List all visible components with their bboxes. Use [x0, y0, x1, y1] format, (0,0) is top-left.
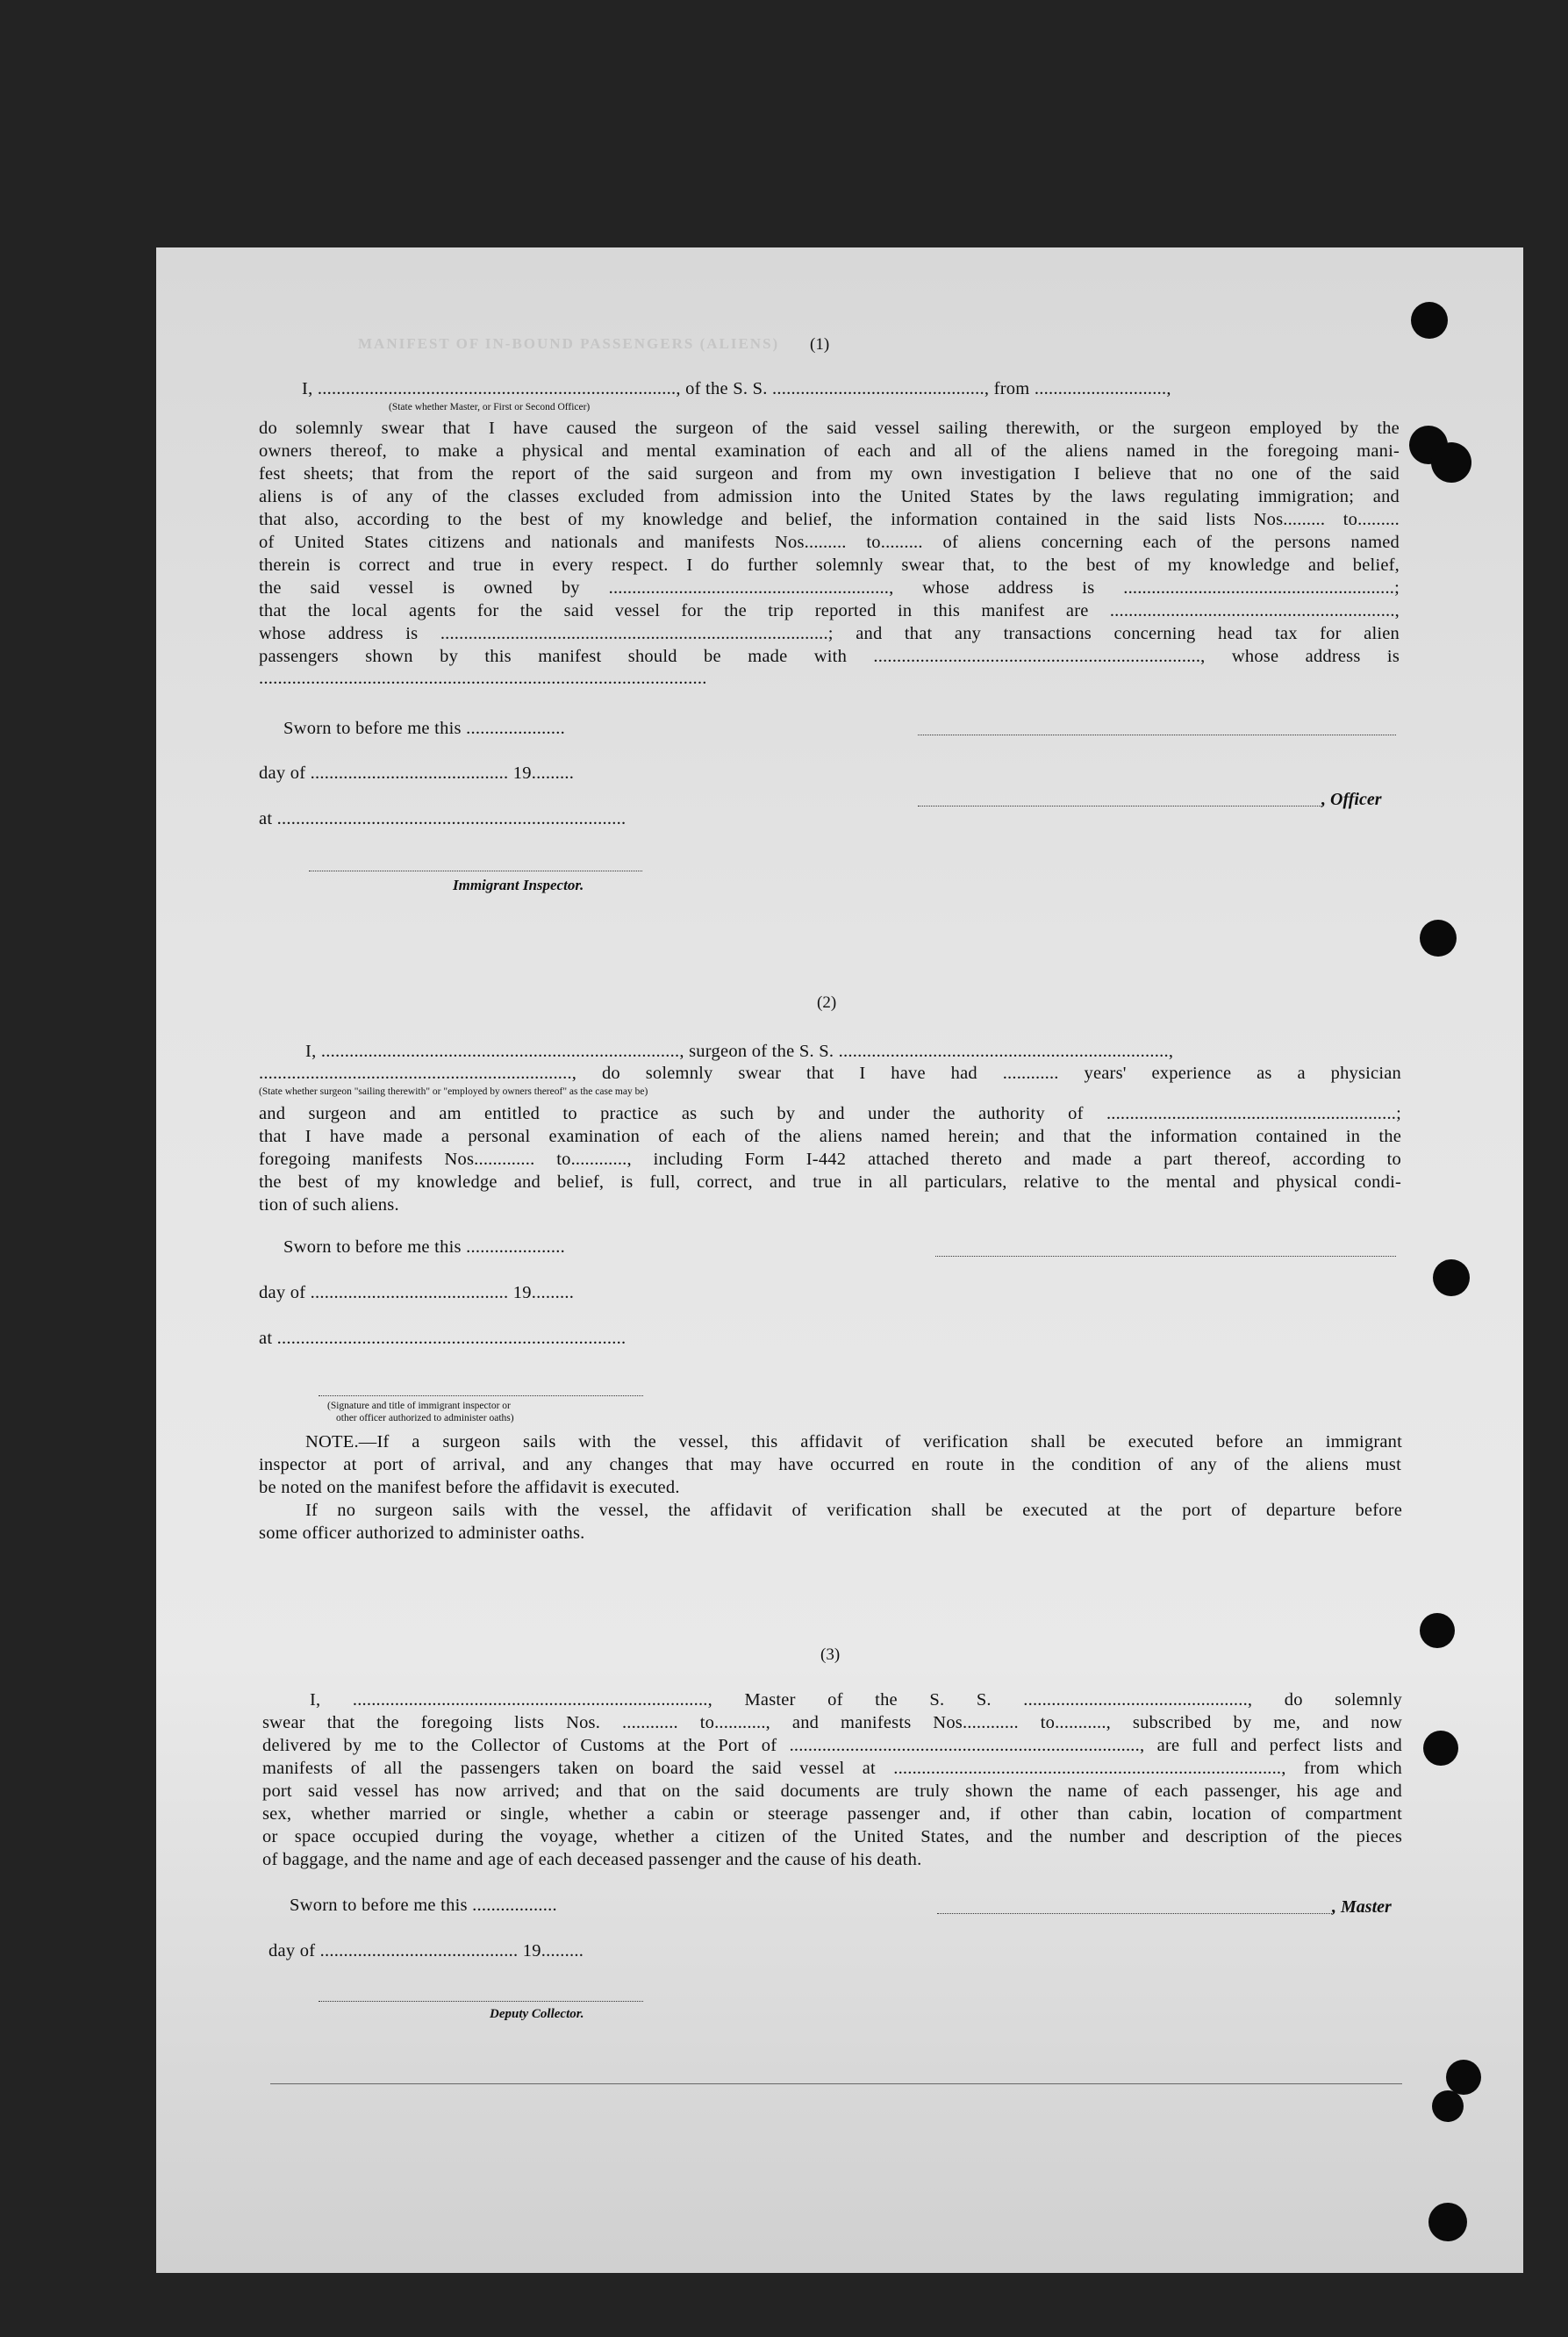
section-1-body-line: that the local agents for the said vessel for the trip reported in this manifest are ............................................................., [259, 601, 1400, 620]
section-3-body-line: or space occupied during the voyage, whether a citizen of the United States, and the number and description of the pieces [262, 1827, 1402, 1846]
section-3-body-line: I, ............................................................................, Master of the S. S. ................................................, do solemnly [310, 1690, 1402, 1710]
binder-hole [1431, 442, 1471, 483]
section-1-immigrant-inspector: Immigrant Inspector. [453, 877, 584, 893]
binder-hole [1420, 920, 1457, 957]
section-2-body-line: tion of such aliens. [259, 1195, 399, 1215]
bleed-through-header: MANIFEST OF IN-BOUND PASSENGERS (ALIENS) [358, 335, 780, 352]
section-2-body-line: that I have made a personal examination of each of the aliens named herein; and that the information contained in the [259, 1127, 1401, 1146]
section-2-line-2: ..................................................................., do solemnly swear that I have had ............ years' experience as a physician [259, 1064, 1401, 1083]
section-2-at: at .......................................................................... [259, 1329, 626, 1348]
binder-hole [1432, 2090, 1464, 2122]
section-1-body-line: of United States citizens and nationals and manifests Nos......... to......... of aliens concerning each of the persons named [259, 533, 1400, 552]
section-2-body-line: the best of my knowledge and belief, is full, correct, and true in all particulars, relative to the mental and physical condi- [259, 1172, 1401, 1192]
section-1-sworn: Sworn to before me this ..................... [283, 719, 565, 738]
section-3-body-line: delivered by me to the Collector of Customs at the Port of ..........................................................................., are full and perfect lists and [262, 1736, 1402, 1755]
manifest-affidavit-page [156, 247, 1523, 2273]
section-3-body-line: of baggage, and the name and age of each deceased passenger and the cause of his death. [262, 1850, 922, 1869]
section-3-master-line [937, 1913, 1332, 1915]
section-3-body-line: manifests of all the passengers taken on board the said vessel at ..................................................................................., from which [262, 1759, 1402, 1778]
binder-hole [1433, 1259, 1470, 1296]
binder-hole [1446, 2060, 1481, 2095]
binder-hole [1420, 1613, 1455, 1648]
section-1-officer-line [918, 806, 1321, 807]
section-1-body-line: do solemnly swear that I have caused the surgeon of the said vessel sailing therewith, or the surgeon employed by the [259, 419, 1400, 438]
note-line: NOTE.—If a surgeon sails with the vessel, this affidavit of verification shall be executed before an immigrant [305, 1432, 1402, 1452]
note-line: be noted on the manifest before the affidavit is executed. [259, 1478, 680, 1497]
note-line: If no surgeon sails with the vessel, the affidavit of verification shall be executed at the port of departure before [305, 1501, 1402, 1520]
section-1-body-line: aliens is of any of the classes excluded from admission into the United States by the laws regulating immigration; and [259, 487, 1400, 506]
section-2-signature-note: (Signature and title of immigrant inspector or [327, 1401, 511, 1411]
section-1-officer-note: (State whether Master, or First or Second Officer) [389, 402, 591, 412]
section-3-master-label: , Master [1332, 1897, 1392, 1917]
section-1-body-line: ............................................................................................... [259, 669, 707, 688]
binder-hole [1428, 2203, 1467, 2241]
section-2-body-line: and surgeon and am entitled to practice as such by and under the authority of ..............................................................; [259, 1104, 1401, 1123]
section-1-day: day of .......................................... 19......... [259, 763, 575, 783]
section-3-sworn: Sworn to before me this .................. [290, 1896, 557, 1915]
section-2-signature-note: other officer authorized to administer oaths) [336, 1413, 514, 1423]
note-line: some officer authorized to administer oaths. [259, 1523, 585, 1543]
section-2-signature-line [935, 1256, 1396, 1258]
section-2-number: (2) [817, 993, 837, 1012]
section-2-inspector-signature-line [319, 1395, 643, 1397]
bottom-rule [270, 2083, 1402, 2084]
section-1-body-line: therein is correct and true in every respect. I do further solemnly swear that, to the best of my knowledge and belief, [259, 556, 1400, 575]
section-1-officer-label: , Officer [1321, 790, 1382, 809]
section-2-day: day of .......................................... 19......... [259, 1283, 575, 1302]
section-3-day: day of .......................................... 19......... [268, 1941, 584, 1961]
section-3-body-line: sex, whether married or single, whether a cabin or steerage passenger and, if other than cabin, location of compartment [262, 1804, 1402, 1824]
section-1-line-1: I, ............................................................................, of the S. S. ............................................., from ............................, [302, 379, 1171, 398]
section-2-surgeon-note: (State whether surgeon "sailing therewith" or "employed by owners thereof" as the case may be) [259, 1086, 648, 1097]
section-1-body-line: that also, according to the best of my knowledge and belief, the information contained in the said lists Nos......... to......... [259, 510, 1400, 529]
section-2-sworn: Sworn to before me this ..................... [283, 1237, 565, 1257]
section-1-signature-line [918, 735, 1396, 736]
binder-hole [1411, 302, 1448, 339]
section-1-at: at .......................................................................... [259, 809, 626, 828]
binder-hole [1423, 1731, 1458, 1766]
section-1-body-line: fest sheets; that from the report of the said surgeon and from my own investigation I believe that no one of the said [259, 464, 1400, 484]
section-3-number: (3) [820, 1645, 841, 1664]
section-3-deputy-collector: Deputy Collector. [490, 2007, 584, 2021]
section-3-body-line: swear that the foregoing lists Nos. ............ to..........., and manifests Nos............ to..........., subscribed by me, and now [262, 1713, 1402, 1732]
note-line: inspector at port of arrival, and any changes that may have occurred en route in the condition of any of the aliens must [259, 1455, 1401, 1474]
section-3-deputy-signature-line [319, 2001, 643, 2003]
section-1-body-line: owners thereof, to make a physical and mental examination of each and all of the aliens named in the foregoing mani- [259, 441, 1400, 461]
section-2-body-line: foregoing manifests Nos............. to............, including Form I-442 attached thereto and made a part thereof, according to [259, 1150, 1401, 1169]
section-1-body-line: passengers shown by this manifest should be made with ......................................................................, whose address is [259, 647, 1400, 666]
section-1-body-line: the said vessel is owned by ............................................................, whose address is ..........................................................; [259, 578, 1400, 598]
section-1-number: (1) [810, 335, 830, 354]
section-2-line-1: I, ............................................................................, surgeon of the S. S. ......................................................................, [305, 1042, 1174, 1061]
section-1-body-line: whose address is ...................................................................................; and that any transactions concerning head tax for alien [259, 624, 1400, 643]
section-1-inspector-signature-line [309, 871, 642, 872]
section-3-body-line: port said vessel has now arrived; and that on the said documents are truly shown the name of each passenger, his age and [262, 1781, 1402, 1801]
